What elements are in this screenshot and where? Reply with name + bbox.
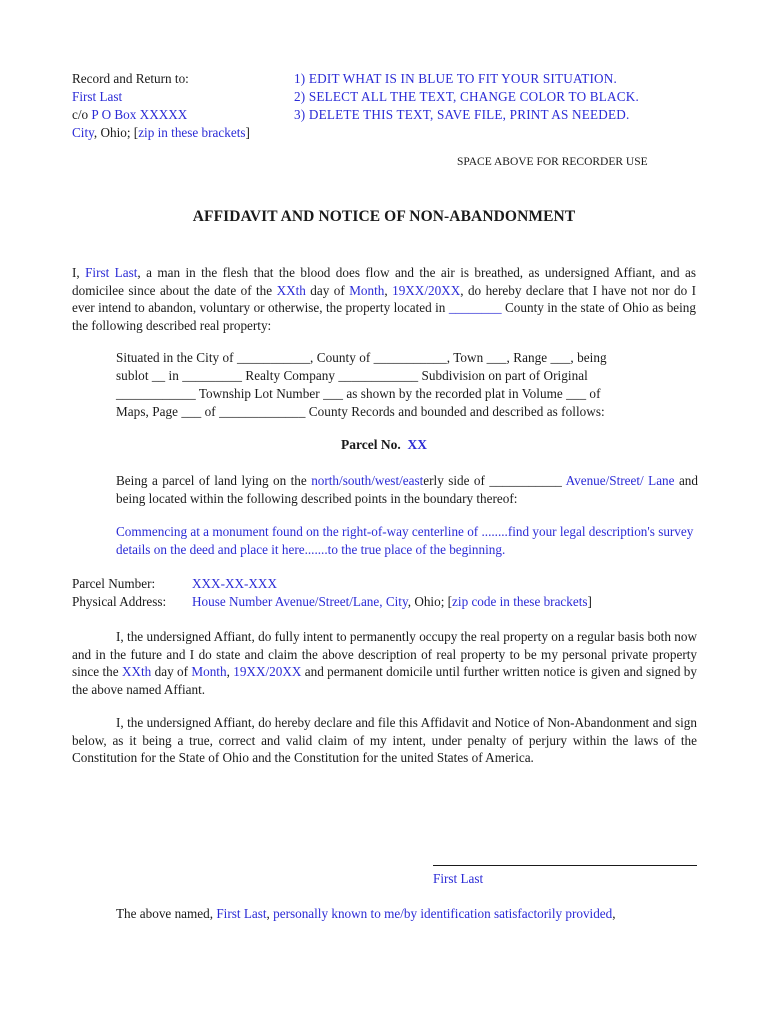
notary-text-2: , bbox=[266, 906, 274, 921]
return-city-line bbox=[72, 124, 250, 142]
return-address bbox=[72, 106, 187, 124]
p2-day: XXth bbox=[121, 664, 152, 679]
p2-text-2: day of bbox=[151, 664, 192, 679]
parcel-description bbox=[116, 472, 698, 507]
po-box: P O Box XXXXX bbox=[91, 107, 188, 122]
notary-known: personally known to me/by identification satisfactorily provided bbox=[273, 906, 613, 921]
instruction-3: 3) DELETE THIS TEXT, SAVE FILE, PRINT AS NEEDED. bbox=[294, 107, 630, 122]
pd-text-2: erly side of bbox=[423, 473, 490, 488]
occupancy-paragraph bbox=[72, 628, 697, 698]
p1-month: Month bbox=[349, 282, 385, 298]
p2-text-1: I, the undersigned Affiant, do fully intent to permanently occupy the real property on a regular basis both now and in the future and I do state and claim the above description of real property to be my personal private property since the bbox=[72, 629, 697, 679]
pd-text-3: and being located within the following described points in the boundary thereof: bbox=[116, 473, 698, 506]
signature-line bbox=[433, 865, 697, 866]
p1-text-3: day of bbox=[305, 282, 350, 298]
p2-text-4: and permanent domicile until further written notice is given and signed by the above named Affiant. bbox=[72, 664, 697, 697]
pd-street: Avenue/Street/ Lane bbox=[565, 473, 675, 488]
return-name: First Last bbox=[72, 89, 123, 104]
instruction-1: 1) EDIT WHAT IS IN BLUE TO FIT YOUR SITUATION. bbox=[294, 71, 618, 86]
p1-text-2: , a man in the flesh that the blood does flow and the air is breathed, as undersigned Affiant, and as domicilee since about the date of the bbox=[72, 265, 696, 298]
notary-text-3: , bbox=[612, 906, 616, 921]
physical-address-close: ] bbox=[587, 594, 592, 609]
return-ohio: , Ohio; [ bbox=[93, 125, 139, 140]
parcel-heading-label: Parcel No. bbox=[341, 437, 401, 452]
notary-text-1: The above named, bbox=[116, 906, 217, 921]
p1-county-blank: ________ bbox=[448, 300, 502, 315]
p1-affiant-name: First Last bbox=[85, 265, 138, 280]
parcel-heading-value: XX bbox=[407, 437, 427, 452]
p1-text-6: County in the state of Ohio as being the following described real property: bbox=[72, 300, 696, 333]
return-zip: zip in these brackets bbox=[138, 125, 246, 140]
p2-month: Month bbox=[191, 664, 227, 679]
physical-address-line bbox=[192, 593, 592, 611]
return-bracket: ] bbox=[245, 125, 250, 140]
notary-line bbox=[116, 905, 616, 923]
situated-line-3: ____________ Township Lot Number ___ as shown by the recorded plat in Volume ___ of bbox=[116, 386, 601, 401]
situated-line-2: sublot __ in _________ Realty Company ____________ Subdivision on part of Original bbox=[116, 368, 588, 383]
parcel-heading bbox=[0, 437, 768, 453]
p2-year: 19XX/20XX bbox=[233, 664, 302, 679]
p2-text-3: , bbox=[226, 664, 234, 679]
record-return-label: Record and Return to: bbox=[72, 71, 189, 86]
pd-text-1: Being a parcel of land lying on the bbox=[116, 473, 312, 488]
physical-address-value: House Number Avenue/Street/Lane, City bbox=[192, 594, 408, 609]
co-prefix: c/o bbox=[72, 107, 92, 122]
p1-text-4: , bbox=[384, 282, 393, 298]
parcel-number-label: Parcel Number: bbox=[72, 576, 156, 591]
legal-description: Commencing at a monument found on the right-of-way centerline of ........find your legal description's survey details on the deed and place it here.......to the true place of the beginning. bbox=[116, 524, 694, 557]
return-city: City bbox=[72, 125, 94, 140]
situated-line-4: Maps, Page ___ of _____________ County Records and bounded and described as follows: bbox=[116, 404, 605, 419]
pd-direction: north/south/west/east bbox=[311, 473, 424, 488]
p1-year: 19XX/20XX bbox=[392, 282, 461, 298]
instruction-2: 2) SELECT ALL THE TEXT, CHANGE COLOR TO BLACK. bbox=[294, 89, 639, 104]
parcel-number-value: XXX-XX-XXX bbox=[192, 576, 277, 591]
notary-name: First Last bbox=[216, 906, 267, 921]
p1-text-5: , do hereby declare that I have not nor do I ever intend to abandon, voluntary or otherwise, the property located in bbox=[72, 282, 697, 315]
recorder-use-note: SPACE ABOVE FOR RECORDER USE bbox=[457, 156, 648, 168]
p1-day: XXth bbox=[276, 282, 306, 298]
document-title: AFFIDAVIT AND NOTICE OF NON-ABANDONMENT bbox=[192, 208, 576, 225]
physical-address-zip: zip code in these brackets bbox=[452, 594, 588, 609]
declaration-paragraph bbox=[72, 264, 696, 334]
situated-line-1: Situated in the City of ___________, County of ___________, Town ___, Range ___, being bbox=[116, 350, 607, 365]
p1-text-1: I, bbox=[72, 265, 86, 280]
physical-address-label: Physical Address: bbox=[72, 594, 167, 609]
signature-name: First Last bbox=[433, 871, 484, 886]
declaration-signature-paragraph: I, the undersigned Affiant, do hereby declare and file this Affidavit and Notice of Non-Abandonment and sign below, as it being a true, correct and valid claim of my intent, under penalty of perjury within the laws of the Constitution for the State of Ohio and the Constitution for the united States of America. bbox=[72, 715, 697, 765]
physical-address-ohio: , Ohio; [ bbox=[407, 594, 453, 609]
pd-blank: ___________ bbox=[489, 473, 562, 488]
